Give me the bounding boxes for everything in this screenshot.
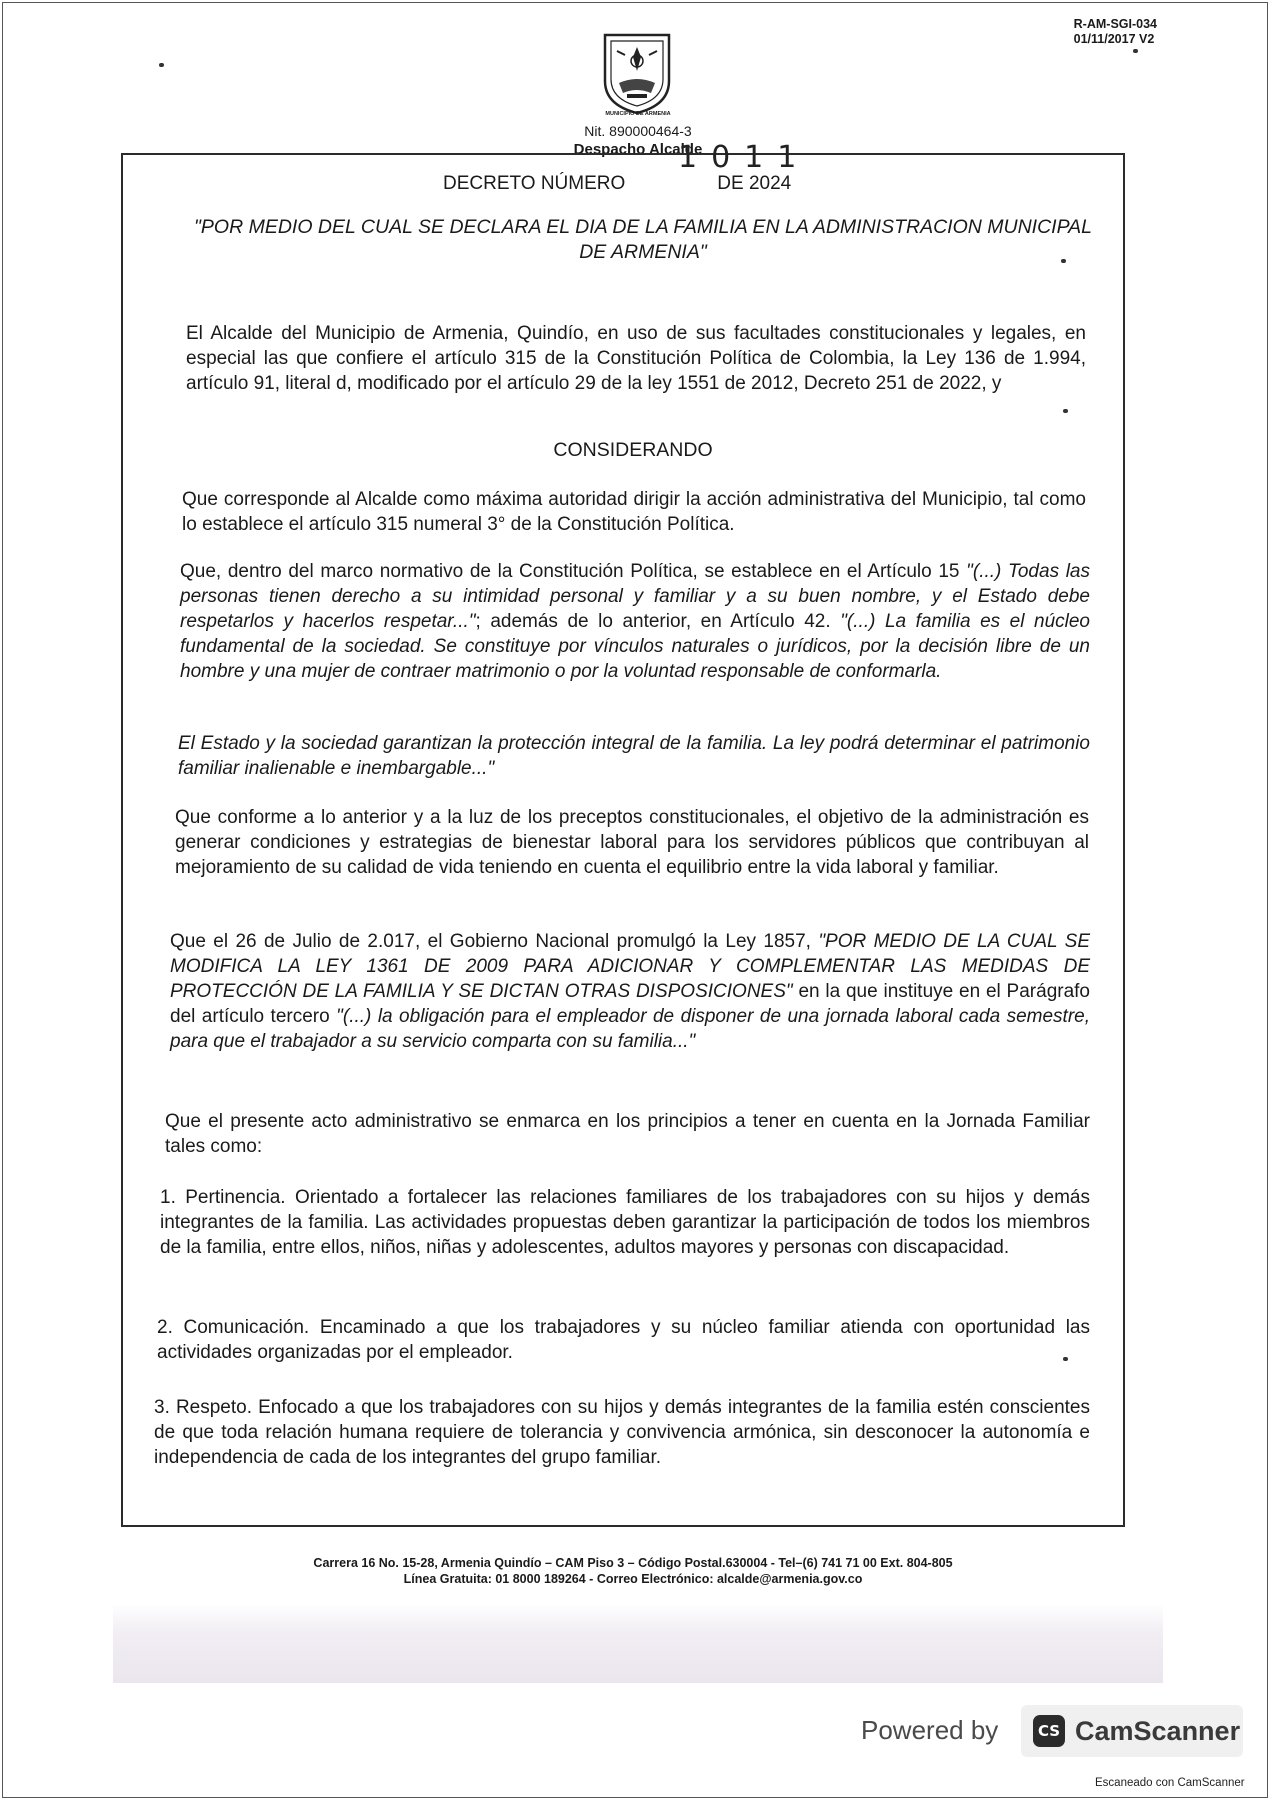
paragraph-2-text-b: ; además de lo anterior, en Artículo 42. (475, 611, 841, 632)
camscanner-name: CamScanner (1075, 1716, 1241, 1746)
document-page (2, 2, 1268, 1798)
paragraph-3-quote: El Estado y la sociedad garantizan la protección integral de la familia. La ley podrá determinar el patrimonio familiar inalienable e inembargable..." (178, 733, 1090, 779)
paragraph-1: Que corresponde al Alcalde como máxima autoridad dirigir la acción administrativa del Municipio, tal como lo establece el artículo 315 numeral 3° de la Constitución Política. (182, 489, 1086, 535)
scan-speck (1133, 49, 1138, 53)
decree-subtitle: "POR MEDIO DEL CUAL SE DECLARA EL DIA DE LA FAMILIA EN LA ADMINISTRACION MUNICIPAL DE ARMENIA" (194, 216, 1092, 263)
document-code (1074, 17, 1157, 47)
scan-speck (1063, 1357, 1068, 1361)
decree-year: DE 2024 (717, 173, 792, 194)
paragraph-5-text-a: Que el 26 de Julio de 2.017, el Gobierno Nacional promulgó la Ley 1857, (170, 931, 819, 952)
paragraph-2 (180, 559, 1090, 684)
considerando-heading: CONSIDERANDO (553, 439, 713, 461)
scanned-with-caption: Escaneado con CamScanner (1095, 1777, 1245, 1789)
principle-pertinencia: 1. Pertinencia. Orientado a fortalecer las relaciones familiares de los trabajadores con su hijos y demás integrantes de la familia. Las actividades propuestas deben garantizar la participación de todos los miembros de la familia, entre ellos, niños, niñas y adolescentes, adultos mayores y personas con discapacidad. (160, 1187, 1090, 1258)
principle-respeto: 3. Respeto. Enfocado a que los trabajadores con su hijos y demás integrantes de la familia estén conscientes de que toda relación humana requiere de tolerancia y convivencia armónica, sin desconocer la autonomía e independencia de cada de los integrantes del grupo familiar. (154, 1397, 1090, 1468)
document-code-date: 01/11/2017 V2 (1073, 32, 1155, 46)
paragraph-5-text-b: en la que instituye en el Parágrafo del artículo tercero (170, 981, 1090, 1027)
paragraph-5-quote: "(...) la obligación para el empleador de disponer de una jornada laboral cada semestre, para que el trabajador a su servicio comparta con su familia..." (170, 1006, 1090, 1052)
scan-artifact-band (113, 1603, 1163, 1683)
intro-paragraph: El Alcalde del Municipio de Armenia, Quindío, en uso de sus facultades constitucionales y legales, en especial las que confiere el artículo 315 de la Constitución Política de Colombia, la Ley 136 de 1.994, artículo 91, literal d, modificado por el artículo 29 de la ley 1551 de 2012, Decreto 251 de 2022, y (186, 323, 1086, 394)
paragraph-3 (178, 731, 1090, 781)
nit-number: Nit. 890000464-3 (584, 123, 692, 139)
crest-caption: MUNICIPIO DE ARMENIA (605, 111, 671, 117)
paragraph-5-law-title: "POR MEDIO DE LA CUAL SE MODIFICA LA LEY 1361 DE 2009 PARA ADICIONAR Y COMPLEMENTAR LAS MEDIDAS DE PROTECCIÓN DE LA FAMILIA Y SE DICTAN OTRAS DISPOSICIONES" (170, 931, 1090, 1002)
scan-speck (1063, 409, 1068, 413)
paragraph-2-quote-art42: "(...) La familia es el núcleo fundamental de la sociedad. Se constituye por vínculos naturales o jurídicos, por la decisión libre de un hombre y una mujer de contraer matrimonio o por la voluntad responsable de conformarla. (180, 611, 1091, 682)
scan-speck (159, 63, 164, 67)
municipal-crest-icon (601, 31, 673, 115)
handwritten-decree-number: 1011 (678, 140, 811, 175)
camscanner-badge (1021, 1705, 1243, 1757)
scan-speck (1061, 259, 1066, 263)
paragraph-6: Que el presente acto administrativo se enmarca en los principios a tener en cuenta en la Jornada Familiar tales como: (165, 1111, 1090, 1157)
principle-comunicacion: 2. Comunicación. Encaminado a que los trabajadores y su núcleo familiar atienda con oportunidad las actividades organizadas por el empleador. (157, 1317, 1090, 1363)
paragraph-4: Que conforme a lo anterior y a la luz de los preceptos constitucionales, el objetivo de la administración es generar condiciones y estrategias de bienestar laboral para los servidores públicos que contribuyan al mejoramiento de su calidad de vida teniendo en cuenta el equilibrio entre la vida laboral y familiar. (175, 807, 1089, 878)
powered-by-label: Powered by (861, 1715, 999, 1745)
footer-address: Carrera 16 No. 15-28, Armenia Quindío – CAM Piso 3 – Código Postal.630004 - Tel–(6) 741 71 00 Ext. 804-805 (313, 1556, 953, 1570)
paragraph-2-text-a: Que, dentro del marco normativo de la Constitución Política, se establece en el Artículo 15 (180, 561, 967, 582)
address-footer (183, 1555, 1083, 1587)
office-name: Despacho Alcalde (573, 141, 703, 158)
decree-number-label: DECRETO NÚMERO (443, 173, 626, 194)
footer-contact: Línea Gratuita: 01 8000 189264 - Correo Electrónico: alcalde@armenia.gov.co (403, 1572, 863, 1586)
paragraph-5 (170, 929, 1090, 1054)
decree-title (443, 173, 791, 195)
camscanner-logo-icon: CS (1033, 1715, 1065, 1747)
document-code-id: R-AM-SGI-034 (1073, 17, 1157, 31)
paragraph-2-quote-art15: "(...) Todas las personas tienen derecho a su intimidad personal y familiar y a su buen nombre, y el Estado debe respetarlos y hacerlos respetar..." (180, 561, 1090, 632)
